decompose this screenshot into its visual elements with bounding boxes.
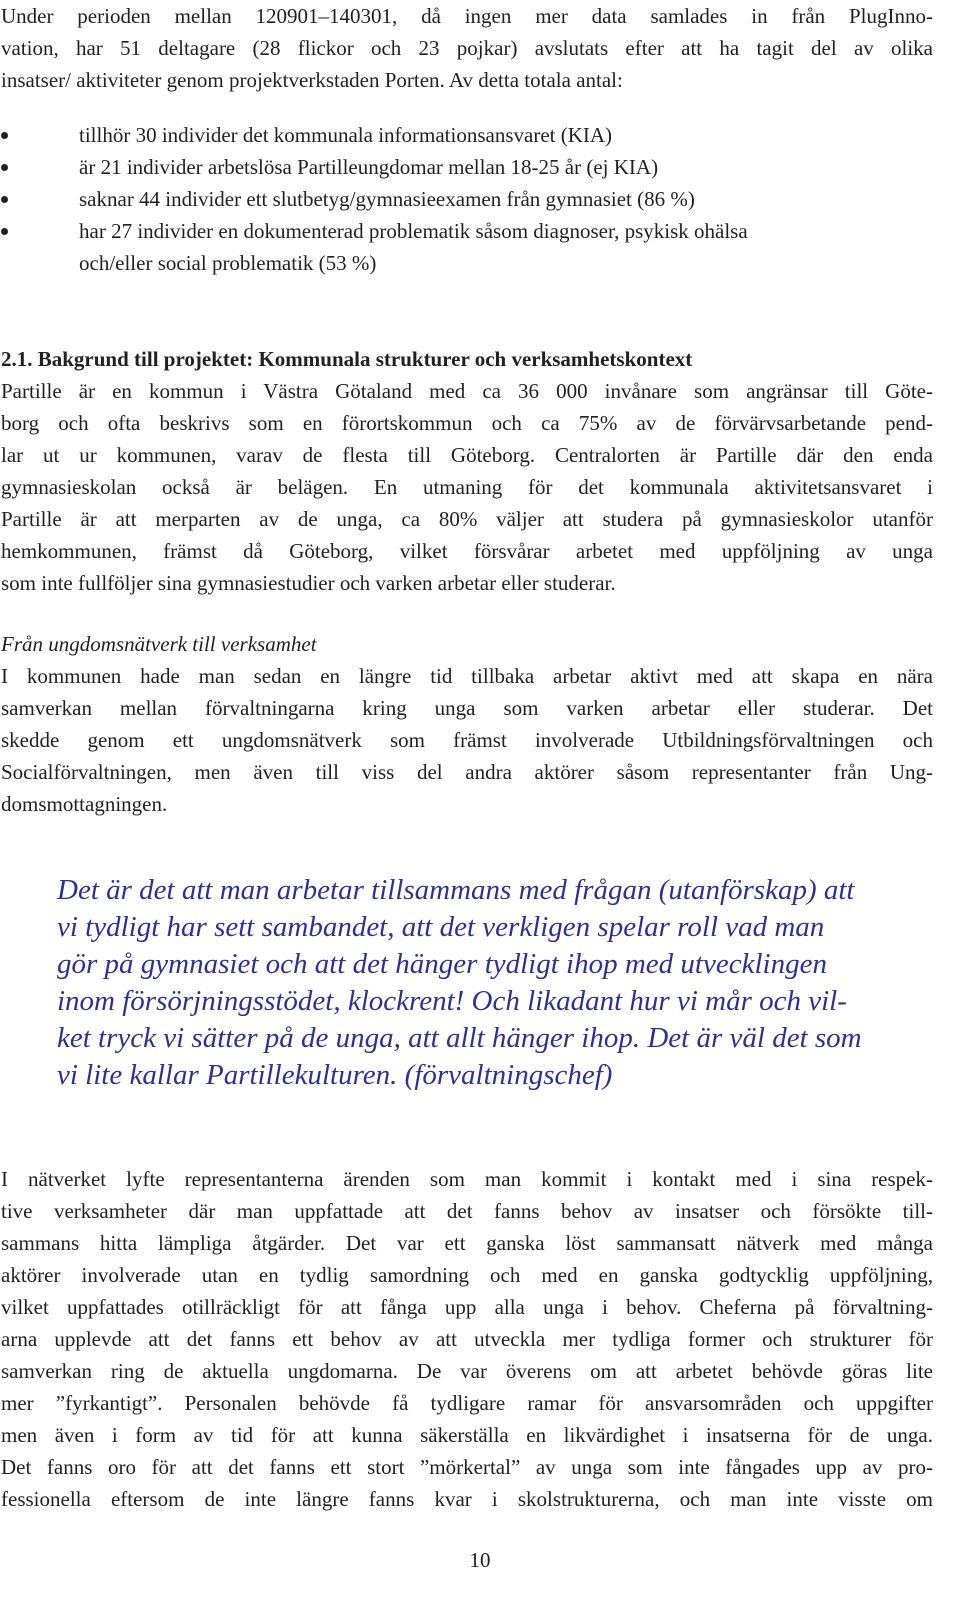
closing-line: aktörer involverade utan en tydlig samordning och med en ganska godtycklig uppföljning, [1,1263,933,1287]
list-item-text: saknar 44 individer ett slutbetyg/gymnasieexamen från gymnasiet (86 %) [79,187,695,211]
subsection-line: I kommunen hade man sedan en längre tid tillbaka arbetar aktivt med att skapa en nära [1,664,933,688]
section-line: hemkommunen, främst då Göteborg, vilket försvårar arbetet med uppföljning av unga [1,539,933,563]
section-line: gymnasieskolan också är belägen. En utmaning för det kommunala aktivitetsansvaret i [1,475,933,499]
closing-line: arna upplevde att det fanns ett behov av att utveckla mer tydliga former och strukturer för [1,1327,933,1351]
page-number: 10 [469,1548,491,1572]
closing-line: Det fanns oro för att det fanns ett stort ”mörkertal” av unga som inte fångades upp av pro- [1,1455,933,1479]
list-item [0,119,940,151]
bullet-icon [1,132,8,139]
list-item-text: och/eller social problematik (53 %) [79,251,377,275]
subsection-heading: Från ungdomsnätverk till verksamhet [1,632,317,656]
quote-line: Det är det att man arbetar tillsammans med frågan (utanförskap) att [57,874,855,906]
quote-line: vi tydligt har sett sambandet, att det verkligen spelar roll vad man [57,911,825,943]
bullet-list [0,119,940,279]
section-line: Partille är en kommun i Västra Götaland med ca 36 000 invånare som angränsar till Göte- [1,379,933,403]
closing-line: fessionella eftersom de inte längre fanns kvar i skolstrukturerna, och man inte visste om [1,1487,933,1511]
list-item-text: har 27 individer en dokumenterad problematik såsom diagnoser, psykisk ohälsa [79,219,748,243]
intro-line: insatser/ aktiviteter genom projektverkstaden Porten. Av detta totala antal: [1,68,623,92]
bullet-icon [1,196,8,203]
list-item [0,215,940,279]
closing-line: tive verksamheter där man uppfattade att det fanns behov av insatser och försökte till- [1,1199,933,1223]
quote-line: ket tryck vi sätter på de unga, att allt hänger ihop. Det är väl det som [57,1022,862,1054]
section-heading: 2.1. Bakgrund till projektet: Kommunala strukturer och verksamhetskontext [1,347,693,371]
quote-line: inom försörjningsstödet, klockrent! Och likadant hur vi mår och vil- [57,985,847,1017]
quote-line: gör på gymnasiet och att det hänger tydligt ihop med utvecklingen [57,948,827,980]
intro-line: vation, har 51 deltagare (28 flickor och 23 pojkar) avslutats efter att ha tagit del av olika [1,36,933,60]
subsection-line: domsmottagningen. [1,792,168,816]
closing-line: mer ”fyrkantigt”. Personalen behövde få tydligare ramar för ansvarsområden och uppgifter [1,1391,933,1415]
bullet-icon [1,164,8,171]
subsection-line: samverkan mellan förvaltningarna kring unga som varken arbetar eller studerar. Det [1,696,933,720]
list-item [0,183,940,215]
section-line: som inte fullföljer sina gymnasiestudier och varken arbetar eller studerar. [1,571,616,595]
list-item-text: är 21 individer arbetslösa Partilleungdomar mellan 18-25 år (ej KIA) [79,155,659,179]
section-line: Partille är att merparten av de unga, ca 80% väljer att studera på gymnasieskolor utanför [1,507,933,531]
list-item-text: tillhör 30 individer det kommunala informationsansvaret (KIA) [79,123,613,147]
closing-line: I nätverket lyfte representanterna ärenden som man kommit i kontakt med i sina respek- [1,1167,933,1191]
bullet-icon [1,228,8,235]
closing-line: men även i form av tid för att kunna säkerställa en likvärdighet i insatserna för de unga. [1,1423,933,1447]
closing-line: samverkan ring de aktuella ungdomarna. De var överens om att arbetet behövde göras lite [1,1359,933,1383]
intro-line: Under perioden mellan 120901–140301, då ingen mer data samlades in från PlugInno- [1,4,933,28]
section-line: borg och ofta beskrivs som en förortskommun och ca 75% av de förvärvsarbetande pend- [1,411,933,435]
list-item [0,151,940,183]
closing-line: vilket uppfattades otillräckligt för att fånga upp alla unga i behov. Cheferna på förvaltning- [1,1295,933,1319]
subsection-line: Socialförvaltningen, men även till viss del andra aktörer såsom representanter från Ung- [1,760,933,784]
subsection-line: skedde genom ett ungdomsnätverk som främst involverade Utbildningsförvaltningen och [1,728,933,752]
quote-line: vi lite kallar Partillekulturen. (förvaltningschef) [57,1059,613,1091]
closing-line: sammans hitta lämpliga åtgärder. Det var ett ganska löst sammansatt nätverk med många [1,1231,933,1255]
pull-quote [57,872,897,1094]
section-line: lar ut ur kommunen, varav de flesta till Göteborg. Centralorten är Partille där den enda [1,443,933,467]
